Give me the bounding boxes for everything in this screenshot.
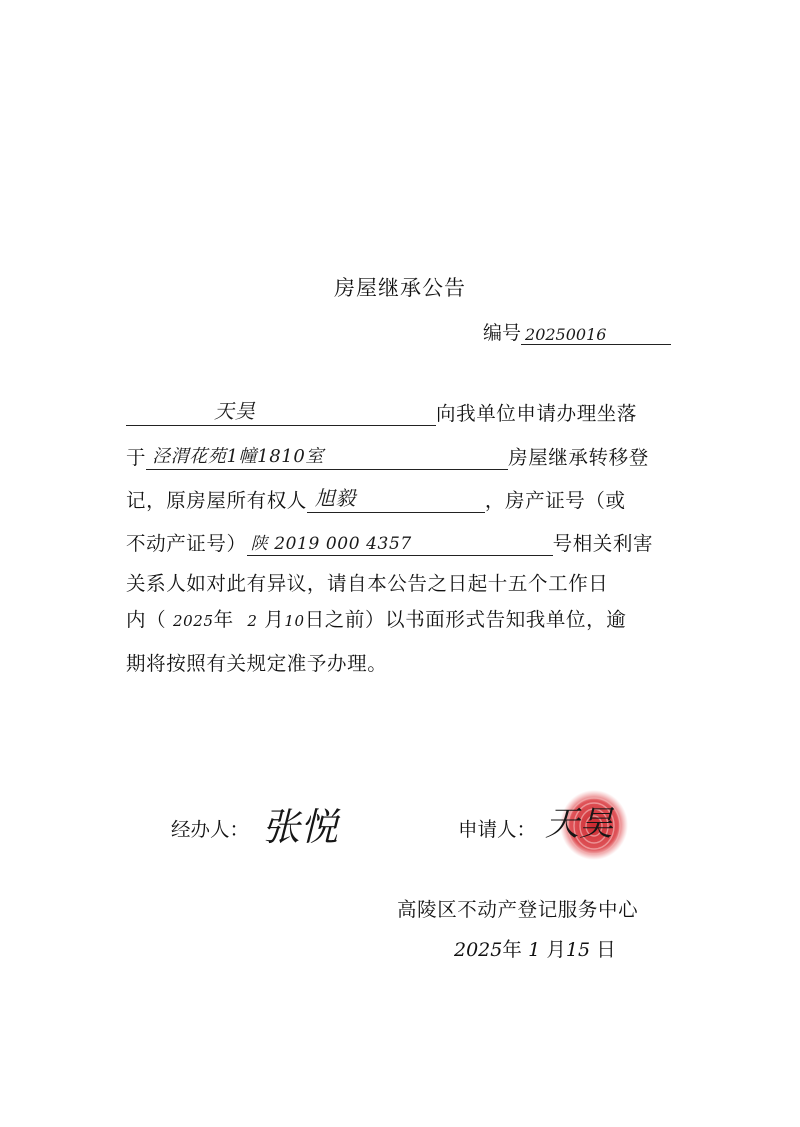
handler-signature: 张悦 — [262, 805, 339, 849]
applicant-label: 申请人： — [458, 818, 537, 841]
owner-handwritten: 旭毅 — [314, 486, 357, 510]
deadline-day: 10 — [284, 612, 305, 630]
deadline-year: 2025 — [173, 612, 214, 630]
body-text: 内（ — [126, 608, 167, 631]
certificate-handwritten: 陕 2019 000 4357 — [250, 534, 412, 554]
applicant-signature: 天昊 — [545, 804, 613, 844]
number-fill-line — [521, 324, 671, 345]
body-text: 不动产证号） — [126, 532, 247, 555]
organization-name: 高陵区不动产登记服务中心 — [397, 898, 639, 921]
body-line-2 — [126, 442, 649, 470]
body-text: ，房产证号（或 — [484, 489, 626, 512]
property-handwritten: 泾渭花苑1幢1810室 — [152, 446, 324, 467]
body-text: 向我单位申请办理坐落 — [436, 402, 638, 425]
date-text: 月 — [546, 938, 566, 961]
deadline-month: 2 — [247, 612, 258, 630]
certificate-fill — [247, 533, 553, 556]
body-text: 房屋继承转移登 — [508, 446, 649, 469]
issue-year: 2025 — [454, 939, 503, 961]
property-fill — [146, 447, 508, 470]
number-value: 20250016 — [525, 325, 607, 344]
applicant-fill — [126, 399, 436, 426]
issue-month: 1 — [528, 939, 541, 961]
owner-fill — [307, 486, 485, 513]
body-line-7: 期将按照有关规定准予办理。 — [126, 652, 388, 675]
body-line-6 — [126, 604, 626, 632]
body-line-4 — [126, 528, 653, 556]
body-text: 日之前）以书面形式告知我单位，逾 — [304, 608, 627, 631]
body-line-3 — [126, 485, 626, 513]
body-text: 于 — [126, 446, 147, 469]
body-line-5: 关系人如对此有异议，请自本公告之日起十五个工作日 — [126, 572, 609, 595]
body-text: 月 — [264, 608, 285, 631]
body-text: 记，原房屋所有权人 — [126, 489, 307, 512]
date-text: 年 — [502, 938, 522, 961]
body-text: 年 — [213, 608, 234, 631]
document-number — [483, 318, 671, 345]
body-text: 号相关利害 — [552, 532, 654, 555]
page-title: 房屋继承公告 — [334, 276, 466, 300]
number-label: 编号 — [483, 322, 522, 344]
issue-day: 15 — [565, 939, 591, 961]
applicant-handwritten: 天昊 — [214, 399, 256, 423]
body-line-1 — [126, 398, 637, 426]
handler-label: 经办人： — [171, 818, 250, 841]
issue-date — [454, 934, 616, 962]
date-text: 日 — [596, 938, 616, 961]
